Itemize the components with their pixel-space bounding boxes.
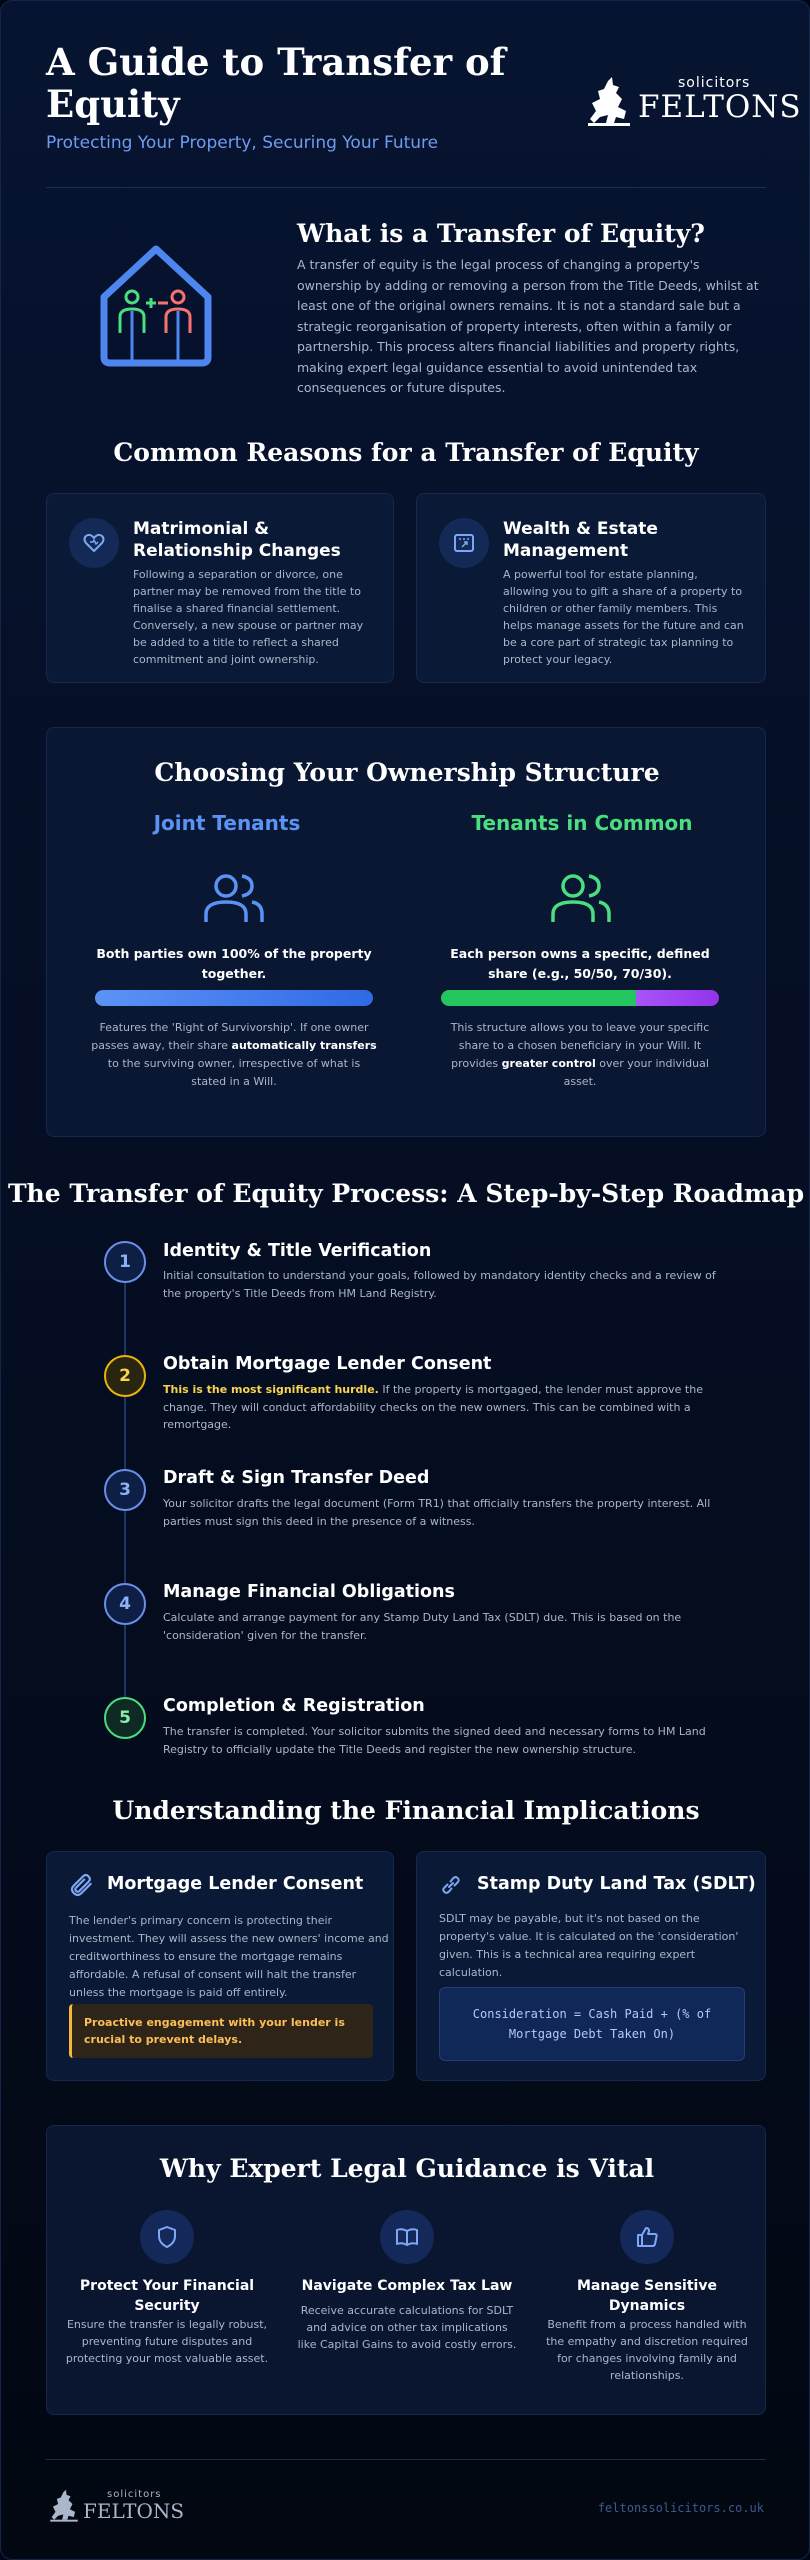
sdlt-formula: Consideration = Cash Paid + (% of Mortgage Debt Taken On) [439, 1987, 745, 2061]
page-title: A Guide to Transfer of Equity [46, 40, 506, 126]
sdlt-card [416, 1851, 766, 2081]
step-body: The transfer is completed. Your solicitor submits the signed deed and necessary forms to HM Land Registry to officially update the Title Deeds and register the new ownership structure. [163, 1725, 706, 1756]
mortgage-card-body: The lender's primary concern is protecting their investment. They will assess the new owners' income and creditworthiness to ensure the mortgage remains affordable. A refusal of consent will halt the transfer unless the mortgage is paid off entirely. [69, 1914, 389, 1999]
joint-tenants-title: Joint Tenants [153, 811, 301, 835]
reason-card-body: A powerful tool for estate planning, allowing you to gift a share of a property to children or other family members. This helps manage assets for the future and can be a core part of strategic tax planning to protect your legacy. [503, 568, 744, 666]
step-body: Calculate and arrange payment for any Stamp Duty Land Tax (SDLT) due. This is based on the 'consideration' given for the transfer. [163, 1611, 682, 1642]
two-users-icon [549, 870, 613, 926]
step-title: Obtain Mortgage Lender Consent [163, 1354, 492, 1374]
step-body: Initial consultation to understand your goals, followed by mandatory identity checks and a review of the property's Title Deeds from HM Land Registry. [163, 1269, 716, 1300]
horse-rider-logo-icon [586, 77, 632, 127]
horse-rider-logo-icon [49, 2489, 79, 2523]
tenants-in-common-summary: Each person owns a specific, defined share (e.g., 50/50, 70/30). [450, 946, 710, 981]
step-connector [124, 1282, 126, 1366]
reason-card-matrimonial [46, 493, 394, 683]
mortgage-lender-card [46, 1851, 394, 2081]
step-body: This is the most significant hurdle. If the property is mortgaged, the lender must approve the change. They will conduct affordability checks on the new owners. This can be combined with a remortgage. [163, 1383, 703, 1431]
step-title: Draft & Sign Transfer Deed [163, 1468, 430, 1488]
what-is-title: What is a Transfer of Equity? [297, 219, 705, 248]
paperclip-icon [69, 1872, 95, 1898]
vital-item-body: Ensure the transfer is legally robust, preventing future disputes and protecting your most valuable asset. [65, 2318, 269, 2365]
step-title: Identity & Title Verification [163, 1241, 432, 1261]
step-number-badge: 4 [104, 1583, 146, 1625]
vital-item-title: Protect Your Financial Security [79, 2278, 255, 2314]
header-divider [46, 187, 766, 188]
footer-url-link[interactable]: feltonssolicitors.co.uk [597, 2501, 764, 2515]
vital-item-title: Navigate Complex Tax Law [301, 2278, 513, 2294]
house-family-icon [96, 241, 216, 371]
mortgage-warning-callout: Proactive engagement with your lender is crucial to prevent delays. [69, 2004, 373, 2058]
heart-icon [69, 518, 119, 568]
vital-item-body: Benefit from a process handled with the empathy and discretion required for changes involving family and relationships. [546, 2318, 748, 2382]
book-icon [380, 2210, 434, 2264]
step-title: Completion & Registration [163, 1696, 425, 1716]
step-body: Your solicitor drafts the legal document (Form TR1) that officially transfers the property interest. All parties must sign this deed in the presence of a witness. [163, 1497, 711, 1528]
step-connector [124, 1396, 126, 1480]
logo-word: FELTONS [638, 89, 802, 125]
step-number-badge: 2 [104, 1355, 146, 1397]
calendar-icon [439, 518, 489, 568]
ownership-title: Choosing Your Ownership Structure [154, 758, 660, 787]
vital-item-title: Manage Sensitive Dynamics [577, 2278, 717, 2314]
bar-share-a [441, 990, 636, 1006]
step-number-badge: 3 [104, 1469, 146, 1511]
reason-card-wealth [416, 493, 766, 683]
tenants-in-common-title: Tenants in Common [471, 811, 693, 835]
vital-title: Why Expert Legal Guidance is Vital [159, 2154, 655, 2183]
logo-small-text: solicitors [678, 75, 751, 91]
two-users-icon [202, 870, 266, 926]
footer-logo-small: solicitors [107, 2489, 162, 2500]
reason-card-title: Matrimonial & Relationship Changes [133, 519, 341, 561]
thumbs-up-icon [620, 2210, 674, 2264]
page-subtitle: Protecting Your Property, Securing Your Future [46, 133, 439, 153]
reason-card-body: Following a separation or divorce, one partner may be removed from the title to finalise a shared financial settlement. Conversely, a new spouse or partner may be added to a title to reflect a shared commitment and joint ownership. [133, 568, 364, 666]
vital-item-body: Receive accurate calculations for SDLT and advice on other tax implications like Capital Gains to avoid costly errors. [297, 2304, 517, 2351]
link-icon [439, 1873, 463, 1897]
joint-tenants-summary: Both parties own 100% of the property together. [96, 946, 372, 981]
feltons-logo[interactable] [586, 75, 802, 131]
footer-logo[interactable] [49, 2487, 185, 2527]
step-number-badge: 1 [104, 1241, 146, 1283]
process-title: The Transfer of Equity Process: A Step-by-Step Roadmap [7, 1179, 805, 1208]
tenants-in-common-bar [441, 990, 719, 1006]
joint-tenants-body: Features the 'Right of Survivorship'. If one owner passes away, their share automatically transfers to the surviving owner, irrespective of what is stated in a Will. [91, 1021, 377, 1088]
step-title: Manage Financial Obligations [163, 1582, 455, 1602]
bar-share-b [636, 990, 719, 1006]
tenants-in-common-body: This structure allows you to leave your specific share to a chosen beneficiary in your Will. It provides greater control over your individual asset. [450, 1021, 710, 1088]
header [46, 40, 802, 181]
footer-divider [46, 2459, 766, 2460]
reason-card-title: Wealth & Estate Management [503, 519, 658, 561]
vital-section [46, 2125, 766, 2415]
joint-tenants-bar [95, 990, 373, 1006]
step-connector [124, 1510, 126, 1594]
financial-title: Understanding the Financial Implications [112, 1796, 700, 1825]
mortgage-card-title: Mortgage Lender Consent [107, 1874, 364, 1894]
reasons-title: Common Reasons for a Transfer of Equity [113, 438, 699, 467]
step-connector [124, 1624, 126, 1708]
shield-icon [140, 2210, 194, 2264]
sdlt-card-body: SDLT may be payable, but it's not based on the property's value. It is calculated on the 'consideration' given. This is a technical area requiring expert calculation. [439, 1912, 739, 1979]
footer-logo-word: FELTONS [83, 2499, 185, 2523]
sdlt-card-title: Stamp Duty Land Tax (SDLT) [477, 1874, 756, 1894]
step-number-badge: 5 [104, 1697, 146, 1739]
what-is-body: A transfer of equity is the legal process of changing a property's ownership by adding or removing a person from the Title Deeds, whilst at least one of the original owners remains. It is not a standard sale but a strategic reorganisation of property interests, often within a family or partnership. This process alters financial liabilities and property rights, making expert legal guidance essential to avoid unintended tax consequences or future disputes. [297, 257, 759, 395]
ownership-section [46, 727, 766, 1137]
